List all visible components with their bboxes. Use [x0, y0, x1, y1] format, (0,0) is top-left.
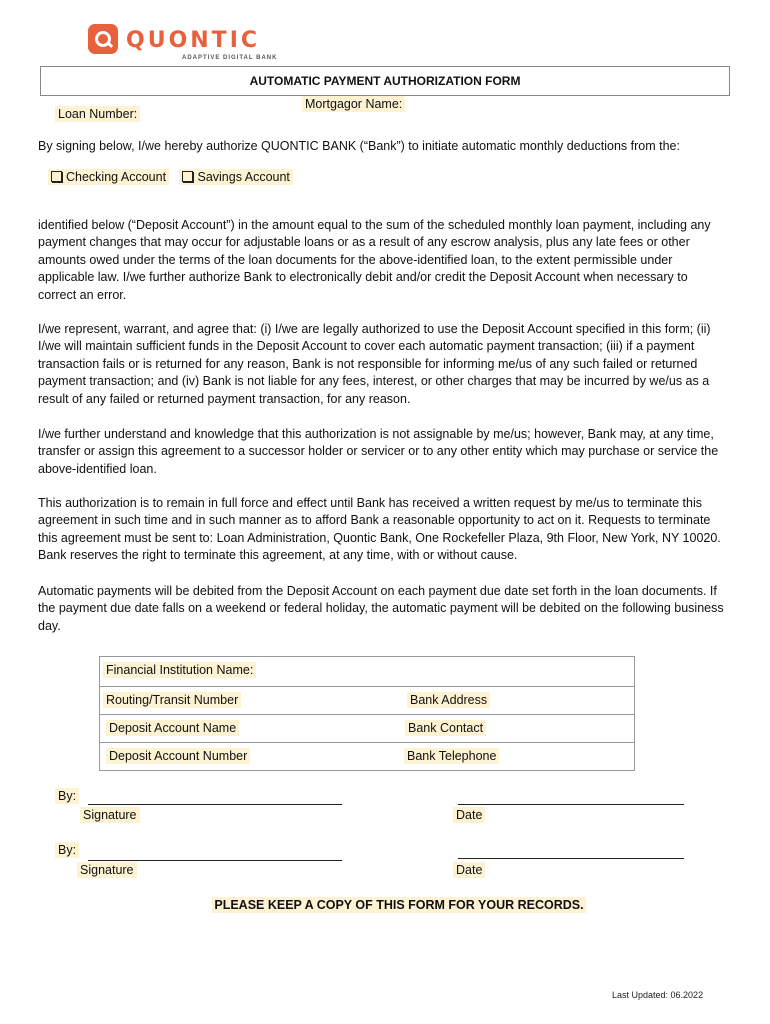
bank-telephone-field[interactable]: Bank Telephone [404, 748, 499, 764]
routing-number-field[interactable]: Routing/Transit Number [103, 692, 241, 708]
paragraph-deposit-account: identified below (“Deposit Account”) in the amount equal to the sum of the scheduled monthly loan payment, including any payment changes that may occur for adjustable loans or as a result of any escrow analysis, plus any late fees or other amounts owed under the terms of the loan documents for the above-identified loan, to the extent permissible under applicable law. I/we further authorize Bank to electronically debit and/or credit the Deposit Account when necessary to correct an error. [38, 218, 711, 302]
savings-checkbox[interactable] [182, 171, 193, 182]
deposit-account-number-field[interactable]: Deposit Account Number [106, 748, 250, 764]
bank-info-table [99, 656, 635, 771]
checking-account-option[interactable] [48, 169, 169, 185]
checking-account-label: Checking Account [66, 170, 167, 184]
signature-line-2[interactable] [88, 860, 342, 861]
signature-line-1[interactable] [88, 804, 342, 805]
bank-contact-field[interactable]: Bank Contact [405, 720, 486, 736]
institution-name-field[interactable]: Financial Institution Name: [103, 662, 256, 678]
table-row [100, 686, 634, 714]
date-label-2: Date [453, 862, 485, 878]
keep-copy-text: PLEASE KEEP A COPY OF THIS FORM FOR YOUR RECORDS. [214, 898, 584, 912]
keep-copy-notice [38, 898, 760, 912]
savings-account-option[interactable] [179, 169, 292, 185]
account-type-options [48, 170, 293, 184]
table-row [100, 657, 634, 686]
paragraph-debit-schedule: Automatic payments will be debited from the Deposit Account on each payment due date set forth in the loan documents. If the payment due date falls on a weekend or federal holiday, the automatic payment will be debited on the following business day. [38, 584, 724, 633]
savings-account-label: Savings Account [197, 170, 290, 184]
logo-tagline: ADAPTIVE DIGITAL BANK [182, 55, 278, 61]
last-updated: Last Updated: 06.2022 [612, 990, 704, 1000]
date-line-1[interactable] [458, 804, 684, 805]
paragraph-termination: This authorization is to remain in full force and effect until Bank has received a written request by me/us to terminate this agreement in such time and in such manner as to afford Bank a reasonable opportunity to act on it. Requests to terminate this agreement must be sent to: Loan Administration, Quontic Bank, One Rockefeller Plaza, 9th Floor, New York, NY 10020. Bank reserves the right to terminate this agreement, at any time, with or without cause. [38, 496, 721, 563]
logo-brand-text: QUONTIC [126, 28, 261, 53]
table-row [100, 742, 634, 770]
mortgagor-name-field[interactable]: Mortgagor Name: [302, 96, 405, 112]
date-line-2[interactable] [458, 858, 684, 859]
signature-label-1: Signature [80, 807, 140, 823]
deposit-account-name-field[interactable]: Deposit Account Name [106, 720, 239, 736]
by-label-2: By: [55, 842, 79, 858]
table-row [100, 714, 634, 742]
paragraph-representations: I/we represent, warrant, and agree that: (i) I/we are legally authorized to use the Deposit Account specified in this form; (ii) I/we will maintain sufficient funds in the Deposit Account to cover each automatic payment transaction; (iii) if a payment transaction fails or is returned for any reason, Bank is not responsible for informing me/us of any such failed or returned payment transaction; and (iv) Bank is not liable for any fees, interest, or other charges that may be incurred by we/us as a result of any failed or returned payment transaction, for any reason. [38, 322, 711, 406]
checking-checkbox[interactable] [51, 171, 62, 182]
bank-address-field[interactable]: Bank Address [407, 692, 490, 708]
loan-number-field[interactable]: Loan Number: [55, 106, 140, 122]
paragraph-assignment: I/we further understand and knowledge that this authorization is not assignable by me/us; however, Bank may, at any time, transfer or assign this agreement to a successor holder or servicer or to any other entity which may purchase or service the above-identified loan. [38, 427, 719, 476]
signature-label-2: Signature [77, 862, 137, 878]
intro-text: By signing below, I/we hereby authorize QUONTIC BANK (“Bank”) to initiate automatic monthly deductions from the: [38, 139, 680, 153]
date-label-1: Date [453, 807, 485, 823]
form-title: AUTOMATIC PAYMENT AUTHORIZATION FORM [249, 74, 521, 88]
quontic-q-icon [88, 24, 118, 54]
quontic-logo [88, 22, 278, 68]
by-label-1: By: [55, 788, 79, 804]
